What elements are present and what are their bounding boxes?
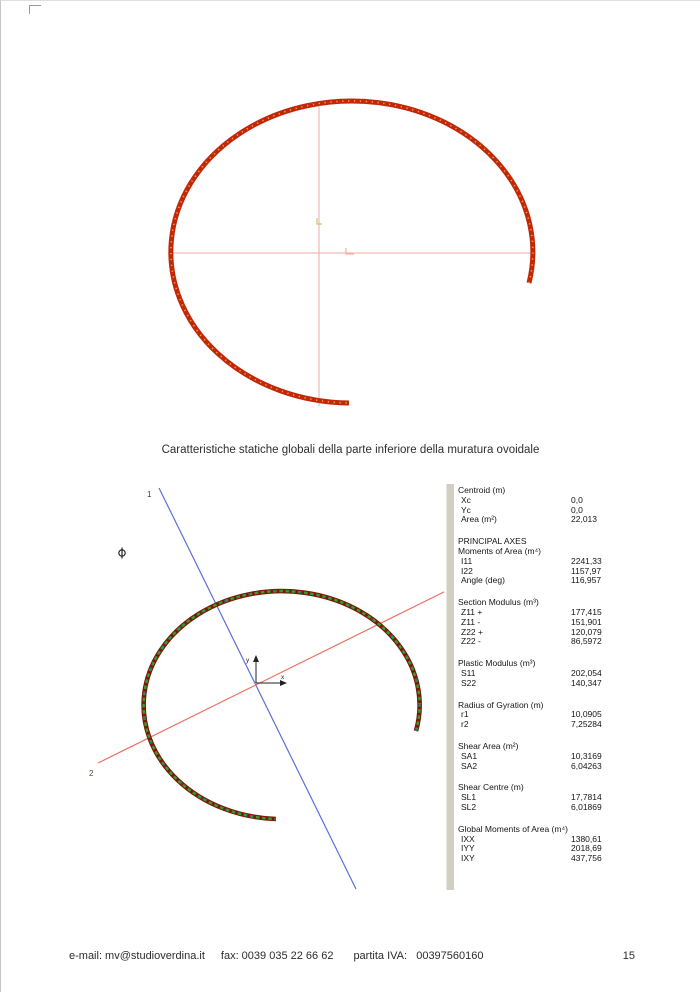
property-label: SA1 [461, 750, 478, 761]
property-value: 10,3169 [571, 750, 602, 761]
figure-caption: Caratteristiche statiche globali della parte inferiore della muratura ovoidale [161, 444, 540, 456]
property-label: Plastic Modulus (m³) [458, 658, 536, 669]
property-label: Centroid (m) [458, 485, 506, 495]
property-label: Z22 + [461, 626, 483, 637]
property-label: SA2 [461, 760, 478, 771]
property-label: PRINCIPAL AXES [458, 536, 527, 547]
property-value: 116,957 [571, 575, 602, 586]
property-label: SL2 [461, 801, 477, 812]
property-label: S11 [461, 667, 476, 678]
property-value: 0,0 [571, 494, 583, 505]
footer-fax: fax: 0039 035 22 66 62 [220, 950, 334, 962]
property-value: 2018,69 [571, 843, 602, 854]
property-row [458, 679, 698, 689]
local-axes-marker [253, 655, 287, 686]
property-value: 151,901 [571, 616, 602, 627]
upper-ovoid-section-figure [141, 76, 561, 426]
property-label: Angle (deg) [461, 575, 505, 586]
local-y-axis-arrowhead [253, 655, 259, 662]
property-value: 0,0 [571, 504, 583, 515]
property-value: 86,5972 [571, 636, 602, 647]
property-value: 1380,61 [571, 833, 602, 844]
property-label: Z11 + [461, 606, 483, 617]
property-label: SL1 [461, 792, 477, 803]
property-rows [458, 486, 698, 864]
principal-axis-1-line [159, 488, 356, 889]
axis-1-label: 1 [147, 490, 152, 499]
property-label: IYY [461, 843, 475, 854]
property-label: Z11 - [461, 616, 481, 627]
property-label: I11 [461, 555, 473, 566]
property-value: 2241,33 [571, 555, 602, 566]
page-number: 15 [622, 950, 635, 962]
property-value: 140,347 [571, 677, 602, 688]
page-corner-mark [29, 5, 41, 14]
property-label: Section Modulus (m³) [458, 597, 539, 608]
local-x-axis-label: x [281, 674, 285, 681]
local-y-axis-label: y [246, 657, 250, 664]
property-row [458, 720, 698, 730]
section-properties-panel [444, 484, 698, 890]
property-label: I22 [461, 565, 473, 576]
property-label: Xc [461, 494, 471, 505]
property-label: Shear Centre (m) [458, 782, 524, 793]
phi-marker-icon [119, 548, 125, 559]
section-ring-path [144, 591, 420, 819]
property-label: Moments of Area (m⁴) [458, 545, 542, 556]
property-value: 22,013 [571, 514, 597, 525]
footer-vat: partita IVA: 00397560160 [353, 950, 484, 962]
property-label: Global Moments of Area (m⁴) [458, 823, 568, 834]
footer-email: e-mail: mv@studioverdina.it [69, 950, 205, 962]
property-label: r2 [461, 719, 469, 730]
panel-splitter [446, 484, 456, 890]
property-label: IXX [461, 833, 475, 844]
property-row [458, 803, 698, 813]
property-label: Radius of Gyration (m) [458, 699, 544, 710]
ovoid-ring-path [171, 101, 533, 403]
property-label: Area (m²) [461, 514, 497, 525]
property-value: 10,0905 [571, 709, 602, 720]
property-label: r1 [461, 709, 469, 720]
property-value: 17,7814 [571, 792, 602, 803]
property-value: 177,415 [571, 606, 602, 617]
property-value: 6,01869 [571, 801, 602, 812]
property-label: Z22 - [461, 636, 481, 647]
property-row [458, 637, 698, 647]
property-row [458, 515, 698, 525]
property-row [458, 854, 698, 864]
property-value: 6,04263 [571, 760, 602, 771]
property-label: Yc [461, 504, 471, 515]
property-row [458, 576, 698, 586]
principal-axis-2-line [98, 586, 456, 763]
axis-2-label: 2 [89, 769, 94, 778]
property-label: Shear Area (m²) [458, 740, 519, 751]
property-value: 437,756 [571, 853, 602, 864]
property-value: 1157,97 [571, 565, 602, 576]
section-designer-figure [86, 481, 456, 891]
property-label: S22 [461, 677, 477, 688]
property-value: 120,079 [571, 626, 602, 637]
property-label: IXY [461, 853, 475, 864]
property-value: 7,25284 [571, 719, 602, 730]
page-footer [1, 950, 700, 962]
property-value: 202,054 [571, 667, 602, 678]
property-row [458, 762, 698, 772]
